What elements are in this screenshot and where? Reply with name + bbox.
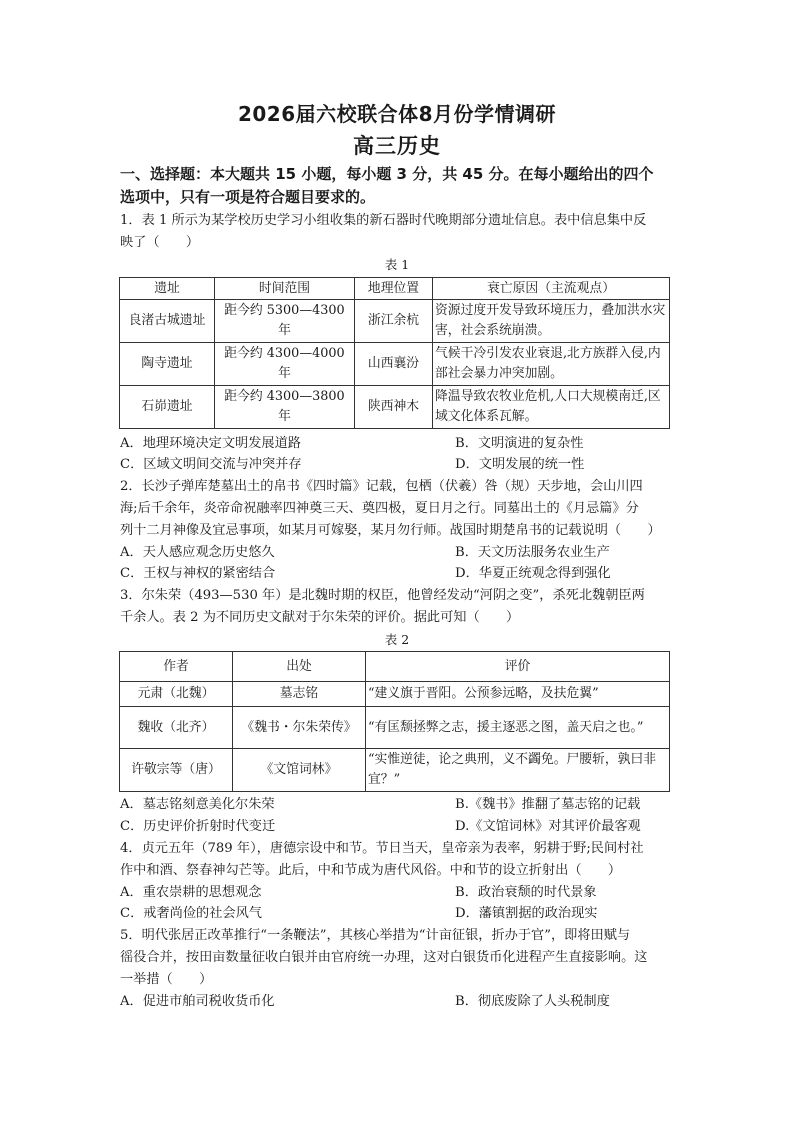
q2-option-c[interactable]: C．王权与神权的紧密结合: [120, 566, 276, 581]
table2-cell-source: 墓志铭: [233, 682, 366, 707]
q5-stem-line2: 徭役合并，按田亩数量征收白银并由官府统一办理，这对白银货币化进程产生直接影响。这: [120, 950, 648, 965]
subject-title: 高三历史: [353, 134, 441, 158]
q1-stem-line1: 1．表 1 所示为某学校历史学习小组收集的新石器时代晚期部分遗址信息。表中信息集中反: [120, 213, 647, 228]
table2-header-cell: 作者: [120, 652, 233, 682]
table1-cell-place: 浙江余杭: [355, 300, 433, 343]
exam-title: 2026届六校联合体8月份学情调研: [237, 102, 557, 126]
section-heading-line1: 一、选择题：本大题共 15 小题，每小题 3 分，共 45 分。在每小题给出的四个: [120, 165, 654, 183]
table1-header-cell: 遗址: [120, 278, 215, 300]
q5-stem-line1: 5．明代张居正改革推行“一条鞭法”，其核心举措为“计亩征银，折办于官”，即将田赋与: [120, 928, 631, 943]
table2-cell-comment: “有匡颓拯弊之志，援主逐恶之图，盖天启之也。”: [366, 707, 670, 749]
table2-row: [120, 707, 670, 749]
table1-cell-site: 良渚古城遗址: [120, 300, 215, 343]
q3-option-a[interactable]: A．墓志铭刻意美化尔朱荣: [120, 797, 275, 812]
table1-cell-site: 石峁遗址: [120, 386, 215, 429]
q5-option-b[interactable]: B．彻底废除了人头税制度: [455, 994, 610, 1009]
q3-stem-line2: 千余人。表 2 为不同历史文献对于尔朱荣的评价。据此可知（ ）: [120, 610, 520, 625]
q2-stem-line3: 列十二月神像及宜忌事项，如某月可嫁娶，某月勿行师。战国时期楚帛书的记载说明（ ）: [120, 523, 661, 538]
q5-stem-line3: 一举措（ ）: [120, 972, 213, 987]
q1-stem-line2: 映了（ ）: [120, 235, 200, 250]
table2-cell-comment: “建义旗于晋阳。公预参远略，及扶危翼”: [366, 682, 670, 707]
table2-cell-author: 元肃（北魏）: [120, 682, 233, 707]
table2-header-cell: 评价: [366, 652, 670, 682]
q4-stem-line1: 4．贞元五年（789 年），唐德宗设中和节。节日当天，皇帝亲为表率，躬耕于野;民间村社: [120, 841, 644, 856]
table2: [119, 651, 670, 792]
table2-row: [120, 682, 670, 707]
q2-option-a[interactable]: A．天人感应观念历史悠久: [120, 545, 275, 560]
q4-option-d[interactable]: D．藩镇割据的政治现实: [455, 906, 598, 921]
table2-header-row: [120, 652, 670, 682]
q3-option-c[interactable]: C．历史评价折射时代变迁: [120, 819, 276, 834]
table2-cell-author: 许敬宗等（唐）: [120, 749, 233, 792]
table2-cell-source: 《魏书・尔朱荣传》: [233, 707, 366, 749]
table1-cell-time: 距今约 4300—4000 年: [215, 343, 355, 386]
table1-row: [120, 300, 670, 343]
table1-header-cell: 地理位置: [355, 278, 433, 300]
table1-cell-place: 山西襄汾: [355, 343, 433, 386]
table1-header-row: [120, 278, 670, 300]
table1-caption: 表 1: [384, 257, 410, 272]
q5-option-a[interactable]: A．促进市舶司税收货币化: [120, 994, 275, 1009]
table1-cell-time: 距今约 5300—4300 年: [215, 300, 355, 343]
q3-option-b[interactable]: B.《魏书》推翻了墓志铭的记载: [455, 797, 641, 812]
table1-cell-reason: 降温导致农牧业危机,人口大规模南迁,区域文化体系瓦解。: [433, 386, 670, 429]
table1: [119, 277, 670, 429]
q1-option-c[interactable]: C．区域文明间交流与冲突并存: [120, 457, 302, 472]
table1-row: [120, 386, 670, 429]
q4-option-b[interactable]: B．政治衰颓的时代景象: [455, 885, 597, 900]
table2-cell-source: 《文馆词林》: [233, 749, 366, 792]
q3-option-d[interactable]: D.《文馆词林》对其评价最客观: [455, 819, 641, 834]
table1-cell-time: 距今约 4300—3800 年: [215, 386, 355, 429]
q2-option-d[interactable]: D．华夏正统观念得到强化: [455, 566, 611, 581]
q4-option-c[interactable]: C．戒奢尚俭的社会风气: [120, 906, 262, 921]
table2-row: [120, 749, 670, 792]
table2-cell-comment: “实惟逆徒，论之典刑，义不蠲免。尸腰斩，孰曰非宜？”: [366, 749, 670, 792]
q2-option-b[interactable]: B．天文历法服务农业生产: [455, 545, 610, 560]
q2-stem-line2: 海;后千余年，炎帝命祝融率四神奠三天、奠四极，夏日月之行。同墓出土的《月忌篇》分: [120, 501, 639, 516]
section-heading-line2: 选项中，只有一项是符合题目要求的。: [120, 188, 376, 206]
table1-row: [120, 343, 670, 386]
table1-cell-place: 陕西神木: [355, 386, 433, 429]
table2-caption: 表 2: [384, 632, 410, 647]
table1-cell-site: 陶寺遗址: [120, 343, 215, 386]
q4-stem-line2: 作中和酒、祭春神勾芒等。此后，中和节成为唐代风俗。中和节的设立折射出（ ）: [120, 863, 622, 878]
q3-stem-line1: 3．尔朱荣（493—530 年）是北魏时期的权臣，他曾经发动“河阴之变”，杀死北魏朝臣两: [120, 588, 645, 603]
table2-header-cell: 出处: [233, 652, 366, 682]
table1-cell-reason: 气候干冷引发农业衰退,北方族群入侵,内部社会暴力冲突加剧。: [433, 343, 670, 386]
table2-cell-author: 魏收（北齐）: [120, 707, 233, 749]
q1-option-b[interactable]: B．文明演进的复杂性: [455, 436, 584, 451]
q1-option-a[interactable]: A．地理环境决定文明发展道路: [120, 436, 301, 451]
table1-header-cell: 衰亡原因（主流观点）: [433, 278, 670, 300]
q1-option-d[interactable]: D．文明发展的统一性: [455, 457, 585, 472]
q4-option-a[interactable]: A．重农崇耕的思想观念: [120, 885, 262, 900]
q2-stem-line1: 2．长沙子弹库楚墓出土的帛书《四时篇》记载，包栖（伏羲）咎（规）天步地，会山川四: [120, 479, 643, 494]
table1-cell-reason: 资源过度开发导致环境压力，叠加洪水灾害，社会系统崩溃。: [433, 300, 670, 343]
table1-header-cell: 时间范围: [215, 278, 355, 300]
